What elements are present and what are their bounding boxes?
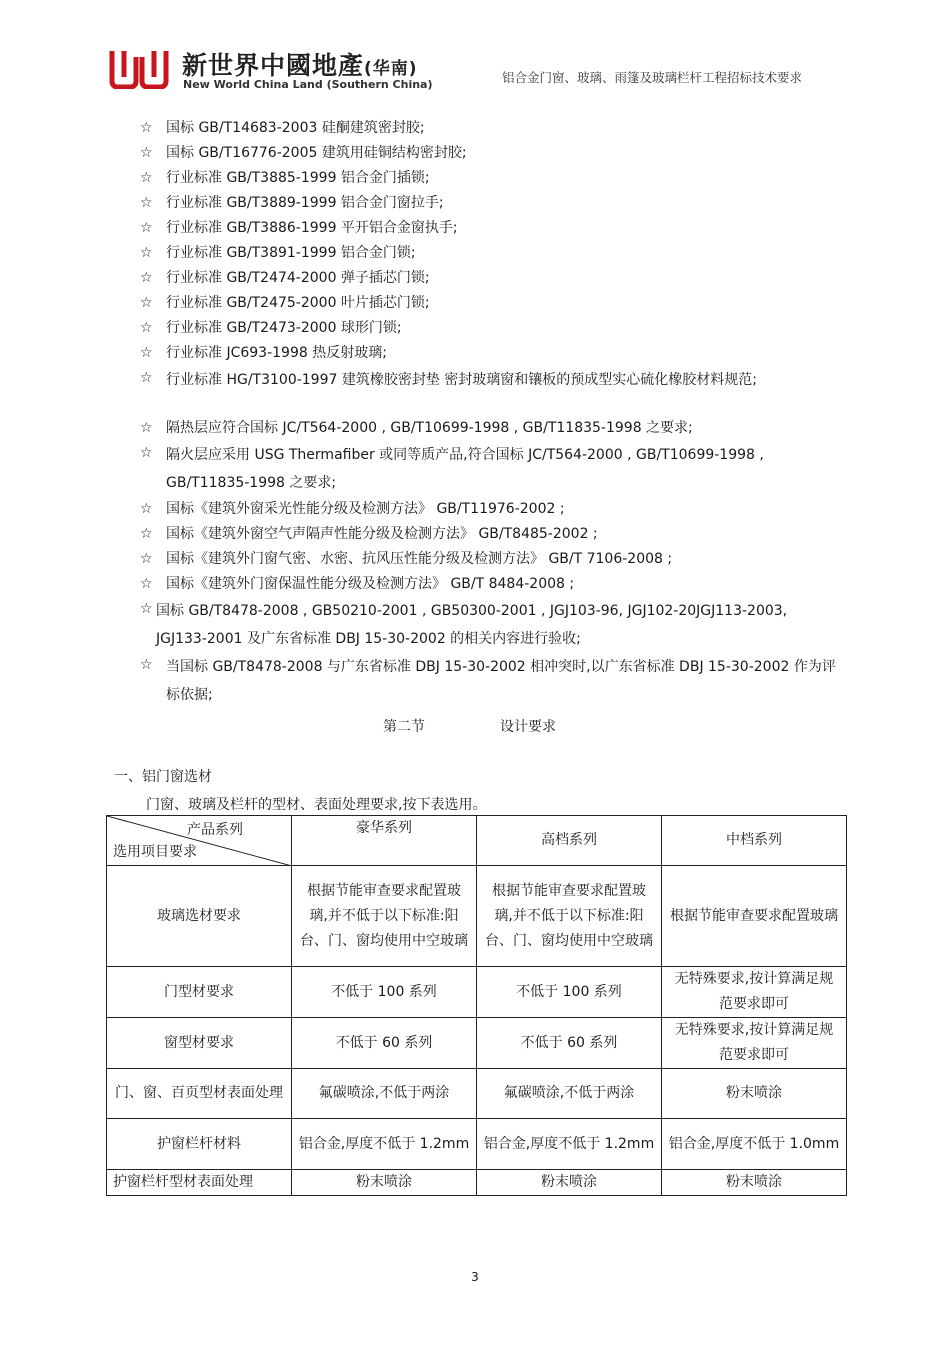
table-cell: 铝合金,厚度不低于 1.0mm bbox=[662, 1119, 847, 1170]
standard-item bbox=[140, 416, 840, 441]
star-bullet-icon: ☆ bbox=[140, 601, 153, 617]
document-title: 铝合金门窗、玻璃、雨篷及玻璃栏杆工程招标技术要求 bbox=[501, 70, 802, 85]
standard-text: 行业标准 HG/T3100-1997 建筑橡胶密封垫 密封玻璃窗和镶板的预成型实心硫化橡胶材料规范; bbox=[166, 372, 758, 388]
standard-text: 行业标准 GB/T3889-1999 铝合金门窗拉手; bbox=[166, 195, 444, 211]
star-bullet-icon: ☆ bbox=[140, 370, 153, 386]
row-label: 门、窗、百页型材表面处理 bbox=[107, 1069, 292, 1119]
star-bullet-icon: ☆ bbox=[140, 576, 153, 592]
standard-text: 行业标准 JC693-1998 热反射玻璃; bbox=[166, 345, 387, 361]
table-cell: 根据节能审查要求配置玻璃 bbox=[662, 866, 847, 967]
star-bullet-icon: ☆ bbox=[140, 551, 153, 567]
table-cell: 粉末喷涂 bbox=[477, 1170, 662, 1196]
table-header-row bbox=[107, 816, 847, 866]
star-bullet-icon: ☆ bbox=[140, 195, 153, 211]
section-title: 设计要求 bbox=[500, 719, 556, 735]
star-bullet-icon: ☆ bbox=[140, 657, 153, 673]
standard-item bbox=[140, 216, 840, 241]
standard-item bbox=[140, 547, 840, 572]
table-cell: 氟碳喷涂,不低于两涂 bbox=[292, 1069, 477, 1119]
table-cell: 不低于 100 系列 bbox=[292, 967, 477, 1018]
table-cell: 根据节能审查要求配置玻璃,并不低于以下标准:阳台、门、窗均使用中空玻璃 bbox=[292, 866, 477, 967]
row-label: 门型材要求 bbox=[107, 967, 292, 1018]
standard-text: 国标《建筑外门窗气密、水密、抗风压性能分级及检测方法》 GB/T 7106-2008 ; bbox=[166, 551, 673, 567]
standard-text: 行业标准 GB/T3886-1999 平开铝合金窗执手; bbox=[166, 220, 458, 236]
section-number: 第二节 bbox=[383, 719, 425, 735]
table-row bbox=[107, 1170, 847, 1196]
table-cell: 粉末喷涂 bbox=[662, 1069, 847, 1119]
star-bullet-icon: ☆ bbox=[140, 320, 153, 336]
standard-item bbox=[140, 522, 840, 547]
standard-text: 隔火层应采用 USG Thermafiber 或同等质产品,符合国标 JC/T564-2000 , GB/T10699-1998 , GB/T11835-1998 之要求; bbox=[166, 447, 764, 491]
star-bullet-icon: ☆ bbox=[140, 270, 153, 286]
table-cell: 根据节能审查要求配置玻璃,并不低于以下标准:阳台、门、窗均使用中空玻璃 bbox=[477, 866, 662, 967]
standard-item bbox=[140, 572, 840, 597]
star-bullet-icon: ☆ bbox=[140, 145, 153, 161]
row-label: 玻璃选材要求 bbox=[107, 866, 292, 967]
page-header bbox=[108, 44, 848, 94]
table-row bbox=[107, 866, 847, 967]
star-bullet-icon: ☆ bbox=[140, 120, 153, 136]
corner-top-label: 产品系列 bbox=[187, 822, 243, 838]
star-bullet-icon: ☆ bbox=[140, 170, 153, 186]
table-cell: 铝合金,厚度不低于 1.2mm bbox=[292, 1119, 477, 1170]
intro-paragraph: 门窗、玻璃及栏杆的型材、表面处理要求,按下表选用。 bbox=[146, 797, 487, 813]
standard-item bbox=[140, 141, 840, 166]
standards-list bbox=[140, 116, 840, 709]
standard-text: 行业标准 GB/T3891-1999 铝合金门锁; bbox=[166, 245, 416, 261]
column-header: 中档系列 bbox=[662, 816, 847, 866]
star-bullet-icon: ☆ bbox=[140, 420, 153, 436]
standard-text: 国标《建筑外门窗保温性能分级及检测方法》 GB/T 8484-2008 ; bbox=[166, 576, 575, 592]
subheading: 一、铝门窗选材 bbox=[114, 769, 212, 785]
table-row bbox=[107, 1018, 847, 1069]
standard-text: 国标 GB/T14683-2003 硅酮建筑密封胶; bbox=[166, 120, 425, 136]
company-name-en: New World China Land (Southern China) bbox=[183, 78, 433, 91]
table-cell: 不低于 100 系列 bbox=[477, 967, 662, 1018]
star-bullet-icon: ☆ bbox=[140, 445, 153, 461]
table-cell: 不低于 60 系列 bbox=[477, 1018, 662, 1069]
table-cell: 氟碳喷涂,不低于两涂 bbox=[477, 1069, 662, 1119]
company-name-cn: 新世界中國地產(华南) bbox=[182, 51, 418, 80]
row-label: 护窗栏杆型材表面处理 bbox=[107, 1170, 292, 1196]
table-cell: 不低于 60 系列 bbox=[292, 1018, 477, 1069]
star-bullet-icon: ☆ bbox=[140, 345, 153, 361]
table-cell: 无特殊要求,按计算满足规范要求即可 bbox=[662, 1018, 847, 1069]
standard-item bbox=[140, 366, 840, 416]
row-label: 护窗栏杆材料 bbox=[107, 1119, 292, 1170]
table-cell: 无特殊要求,按计算满足规范要求即可 bbox=[662, 967, 847, 1018]
standard-item bbox=[140, 597, 840, 653]
standard-item bbox=[140, 653, 840, 709]
table-cell: 粉末喷涂 bbox=[662, 1170, 847, 1196]
standard-item bbox=[140, 191, 840, 216]
standard-item bbox=[140, 497, 840, 522]
table-corner-cell bbox=[107, 816, 292, 866]
standard-text: 行业标准 GB/T2475-2000 叶片插芯门锁; bbox=[166, 295, 430, 311]
standard-item bbox=[140, 316, 840, 341]
standard-text: 隔热层应符合国标 JC/T564-2000 , GB/T10699-1998 , GB/T11835-1998 之要求; bbox=[166, 420, 693, 436]
standard-text: 行业标准 GB/T2473-2000 球形门锁; bbox=[166, 320, 402, 336]
standard-item bbox=[140, 166, 840, 191]
table-cell: 粉末喷涂 bbox=[292, 1170, 477, 1196]
standard-item bbox=[140, 116, 840, 141]
standard-text: 行业标准 GB/T3885-1999 铝合金门插锁; bbox=[166, 170, 430, 186]
standard-text: 行业标准 GB/T2474-2000 弹子插芯门锁; bbox=[166, 270, 430, 286]
corner-bottom-label: 选用项目要求 bbox=[113, 844, 197, 860]
star-bullet-icon: ☆ bbox=[140, 220, 153, 236]
page-number: 3 bbox=[471, 1270, 479, 1284]
standard-text: 国标 GB/T8478-2008 , GB50210-2001 , GB50300-2001 , JGJ103-96, JGJ102-20JGJ113-2003, JGJ133-2001 及广东省标准 DBJ 15-30-2002 的相关内容进行验收; bbox=[156, 603, 788, 647]
table-row bbox=[107, 967, 847, 1018]
standard-item bbox=[140, 266, 840, 291]
standard-item bbox=[140, 341, 840, 366]
column-header: 高档系列 bbox=[477, 816, 662, 866]
standard-text: 国标《建筑外窗采光性能分级及检测方法》 GB/T11976-2002 ; bbox=[166, 501, 565, 517]
standard-item bbox=[140, 441, 840, 497]
star-bullet-icon: ☆ bbox=[140, 526, 153, 542]
star-bullet-icon: ☆ bbox=[140, 295, 153, 311]
table-cell: 铝合金,厚度不低于 1.2mm bbox=[477, 1119, 662, 1170]
standard-text: 当国标 GB/T8478-2008 与广东省标准 DBJ 15-30-2002 相冲突时,以广东省标准 DBJ 15-30-2002 作为评标依据; bbox=[166, 659, 836, 703]
row-label: 窗型材要求 bbox=[107, 1018, 292, 1069]
material-spec-table bbox=[106, 815, 847, 1196]
column-header: 豪华系列 bbox=[292, 816, 477, 866]
standard-text: 国标《建筑外窗空气声隔声性能分级及检测方法》 GB/T8485-2002 ; bbox=[166, 526, 598, 542]
company-logo-icon bbox=[108, 47, 170, 89]
standard-item bbox=[140, 241, 840, 266]
standard-text: 国标 GB/T16776-2005 建筑用硅铜结构密封胶; bbox=[166, 145, 467, 161]
star-bullet-icon: ☆ bbox=[140, 245, 153, 261]
star-bullet-icon: ☆ bbox=[140, 501, 153, 517]
standard-item bbox=[140, 291, 840, 316]
table-row bbox=[107, 1119, 847, 1170]
table-row bbox=[107, 1069, 847, 1119]
